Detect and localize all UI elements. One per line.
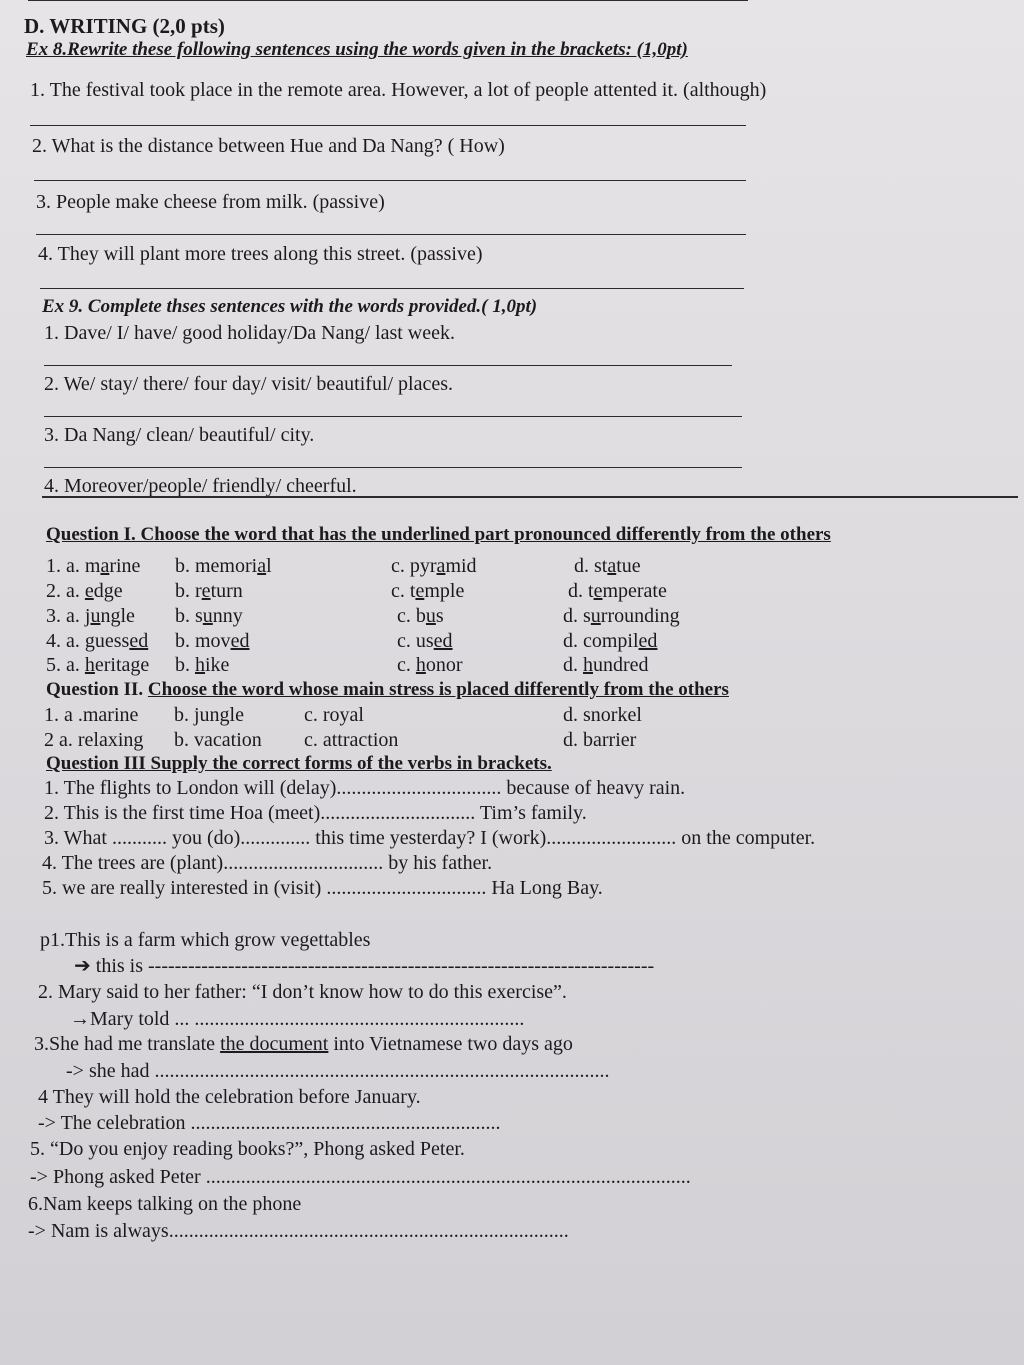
q1-option: c. used <box>397 630 453 652</box>
underlined-part: ed <box>433 630 453 652</box>
ex8-item-4: 4. They will plant more trees along this street. (passive) <box>38 243 483 265</box>
rewrite-answer-2: →Mary told ... .................................................................. <box>70 1008 525 1030</box>
rewrite-answer-3: -> she had ........................................................................................... <box>66 1060 610 1082</box>
answer-line <box>36 234 746 235</box>
underlined-part: h <box>415 654 426 676</box>
q3-item-1: 1. The flights to London will (delay)................................. because of heavy rain. <box>44 777 686 799</box>
q1-option: d. temperate <box>568 580 667 602</box>
q1-option: 5. a. heritage <box>46 654 150 676</box>
q1-option: 1. a. marine <box>46 555 141 577</box>
ex9-title: Ex 9. Complete thses sentences with the words provided.( 1,0pt) <box>42 296 538 317</box>
q1-option: d. statue <box>574 555 641 577</box>
q1-option: b. sunny <box>175 605 243 627</box>
q1-option: b. memorial <box>175 555 272 577</box>
underlined-part: e <box>84 580 94 602</box>
answer-line <box>44 365 732 366</box>
answer-line <box>34 180 746 181</box>
answer-line <box>30 125 746 126</box>
underlined-part: e <box>415 580 425 602</box>
underlined-part: a <box>100 555 110 577</box>
q3-item-2: 2. This is the first time Hoa (meet)............................... Tim’s family. <box>44 802 587 824</box>
underlined-part: ed <box>638 630 658 652</box>
underlined-part: ed <box>129 630 149 652</box>
q3-item-5: 5. we are really interested in (visit) ................................ Ha Long Bay. <box>42 877 603 899</box>
rewrite-answer-4: -> The celebration .............................................................. <box>38 1112 501 1134</box>
q3-item-3: 3. What ........... you (do).............. this time yesterday? I (work).......................... on the computer. <box>44 827 816 849</box>
q1-option: b. hike <box>175 654 230 676</box>
answer-line <box>44 467 742 468</box>
q2-title-text: Choose the word whose main stress is placed differently from the others <box>147 679 729 700</box>
answer-line <box>40 288 744 289</box>
rewrite-answer-5: -> Phong asked Peter ................................................................................................. <box>30 1166 691 1188</box>
underlined-part: u <box>425 605 436 627</box>
q2-option: d. barrier <box>563 729 637 751</box>
ex8-item-1: 1. The festival took place in the remote area. However, a lot of people attented it. (although) <box>30 79 767 101</box>
q1-option: d. surrounding <box>563 605 680 627</box>
ex8-item-2: 2. What is the distance between Hue and Da Nang? ( How) <box>32 135 505 157</box>
q1-option: 2. a. edge <box>46 580 123 602</box>
underlined-part: h <box>195 654 205 676</box>
underlined-part: h <box>583 654 593 676</box>
q2-option: c. attraction <box>304 729 399 751</box>
q3-item-4: 4. The trees are (plant)................................ by his father. <box>42 852 493 874</box>
q2-title <box>46 678 729 702</box>
rewrite-item-3-text: 3.She had me translate the document into Vietnamese two days ago <box>34 1033 573 1055</box>
underlined-part: u <box>90 605 101 627</box>
q1-option: b. moved <box>175 630 250 652</box>
q2-option: c. royal <box>304 704 364 726</box>
underlined-part: a <box>436 555 446 577</box>
q2-option: b. jungle <box>174 704 244 726</box>
q1-option: 4. a. guessed <box>46 630 149 652</box>
underlined-part: e <box>593 580 603 602</box>
rewrite-answer-6: -> Nam is always................................................................................ <box>28 1220 569 1242</box>
underlined-part: u <box>202 605 213 627</box>
rewrite-item-2: 2. Mary said to her father: “I don’t know how to do this exercise”. <box>38 981 567 1003</box>
top-rule <box>28 0 748 1</box>
rewrite-item-1: p1.This is a farm which grow vegettables <box>40 929 371 951</box>
underlined-part: u <box>590 605 601 627</box>
q2-title-label: Question II. <box>46 679 148 700</box>
ex9-item-2: 2. We/ stay/ there/ four day/ visit/ beautiful/ places. <box>44 373 454 395</box>
q2-option: 1. a .marine <box>44 704 139 726</box>
underlined-part: a <box>257 555 267 577</box>
q1-title <box>46 523 831 547</box>
rewrite-item-5: 5. “Do you enjoy reading books?”, Phong asked Peter. <box>30 1138 465 1160</box>
q2-option: d. snorkel <box>563 704 642 726</box>
q1-option: c. pyramid <box>391 555 477 577</box>
q1-option: c. honor <box>397 654 463 676</box>
underlined-part: a <box>607 555 617 577</box>
q1-title-text: Question I. Choose the word that has the underlined part pronounced differently from the others <box>46 524 831 545</box>
underlined-part: h <box>84 654 95 676</box>
q1-option: d. compiled <box>563 630 658 652</box>
ex8-item-3: 3. People make cheese from milk. (passive) <box>36 191 385 213</box>
q2-option: b. vacation <box>174 729 262 751</box>
underlined-part: ed <box>230 630 250 652</box>
answer-line <box>44 416 742 417</box>
ex9-item-1: 1. Dave/ I/ have/ good holiday/Da Nang/ last week. <box>44 322 455 344</box>
ex9-item-4: 4. Moreover/people/ friendly/ cheerful. <box>44 475 357 497</box>
q1-option: 3. a. jungle <box>46 605 135 627</box>
underlined-part: e <box>201 580 211 602</box>
q1-option: c. temple <box>391 580 465 602</box>
q1-option: d. hundred <box>563 654 649 676</box>
section-title: D. WRITING (2,0 pts) <box>24 14 225 38</box>
q3-title: Question III Supply the correct forms of the verbs in brackets. <box>46 753 552 774</box>
rewrite-item-6: 6.Nam keeps talking on the phone <box>28 1193 302 1215</box>
ex8-title: Ex 8.Rewrite these following sentences using the words given in the brackets: (1,0pt) <box>26 39 688 60</box>
section-divider <box>42 496 1018 498</box>
q2-option: 2 a. relaxing <box>44 729 144 751</box>
rewrite-item-4: 4 They will hold the celebration before January. <box>38 1086 421 1108</box>
q1-option: b. return <box>175 580 243 602</box>
rewrite-item-3 <box>34 1032 573 1056</box>
ex9-item-3: 3. Da Nang/ clean/ beautiful/ city. <box>44 424 315 446</box>
rewrite-answer-1: ➔ this is ---------------------------------------------------------------------------- <box>74 955 655 977</box>
q1-option: c. bus <box>397 605 444 627</box>
